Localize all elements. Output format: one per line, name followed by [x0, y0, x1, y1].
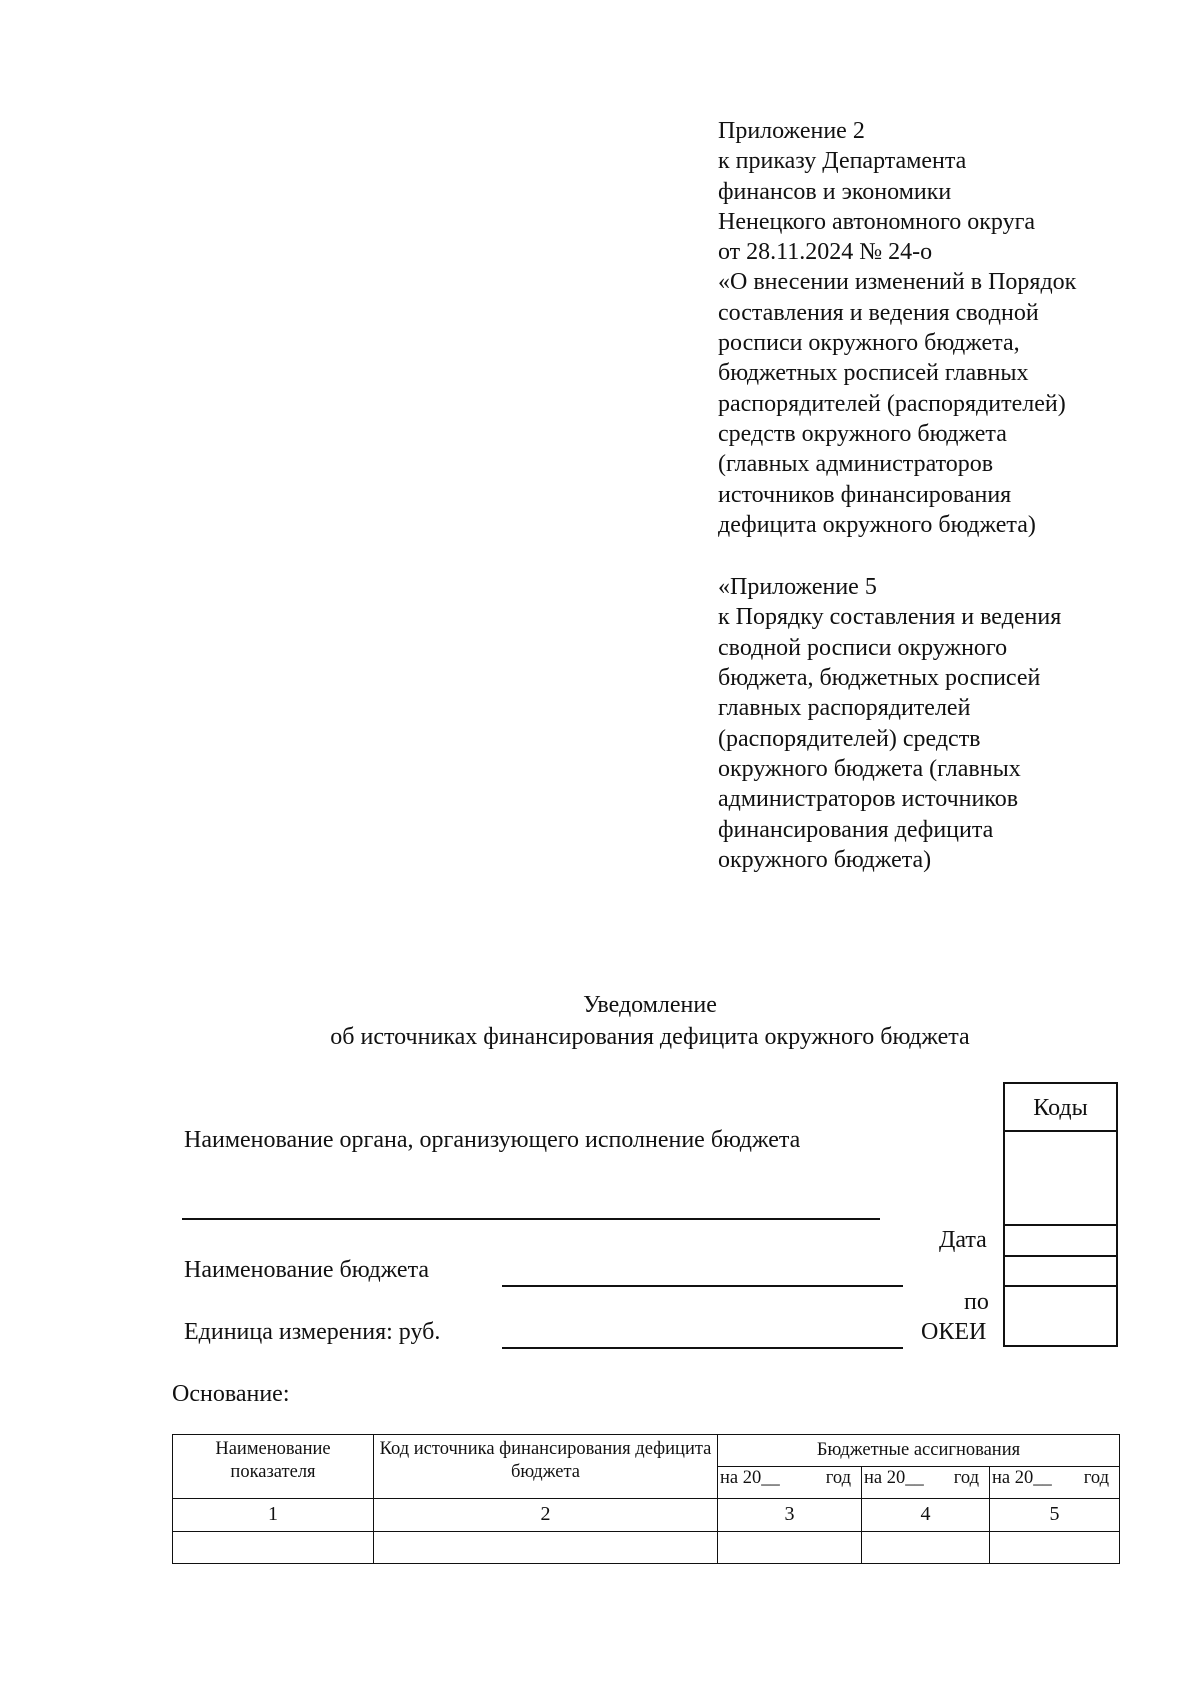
- table-cell[interactable]: [718, 1532, 862, 1564]
- codes-divider: [1005, 1255, 1116, 1257]
- col-header-assignments: Бюджетные ассигнования: [718, 1435, 1120, 1467]
- col-header-year-3: [990, 1467, 1120, 1499]
- year-prefix: на 20__: [992, 1468, 1052, 1488]
- column-number: 3: [718, 1499, 862, 1532]
- year-suffix: год: [1083, 1468, 1110, 1488]
- annex-line: бюджетных росписей главных: [718, 360, 1029, 387]
- po-label: по: [964, 1289, 989, 1315]
- table-cell[interactable]: [374, 1532, 718, 1564]
- annex-line: администраторов источников: [718, 786, 1019, 813]
- year-prefix: на 20__: [720, 1468, 780, 1488]
- year-suffix: год: [953, 1468, 979, 1488]
- table-cell[interactable]: [173, 1532, 374, 1564]
- annex-line: «Приложение 5: [718, 574, 877, 601]
- basis-label: Основание:: [172, 1381, 290, 1407]
- codes-divider: [1005, 1130, 1116, 1132]
- budget-name-line[interactable]: [502, 1285, 903, 1287]
- codes-box: [1003, 1082, 1118, 1347]
- annex-gap: [718, 540, 1158, 572]
- annex-line: окружного бюджета): [718, 846, 932, 873]
- annex-line: распорядителей (распорядителей): [718, 390, 1066, 417]
- org-name-label: Наименование органа, организующего исполнение бюджета: [184, 1127, 801, 1153]
- annex-header: [718, 116, 1158, 875]
- document-title: Уведомление: [583, 992, 717, 1018]
- column-number: 4: [862, 1499, 990, 1532]
- year-prefix: на 20__: [864, 1468, 924, 1488]
- table-row: [173, 1532, 1120, 1564]
- assignments-table: [172, 1434, 1120, 1564]
- annex-line: «О внесении изменений в Порядок: [718, 269, 1077, 296]
- annex-line: финансирования дефицита: [718, 816, 994, 843]
- annex-line: источников финансирования: [718, 481, 1012, 508]
- date-label: Дата: [939, 1227, 987, 1253]
- unit-label: Единица измерения: руб.: [184, 1319, 441, 1345]
- col-header-year-1: [718, 1467, 862, 1499]
- annex-line: (главных администраторов: [718, 451, 994, 478]
- table-header-row: [173, 1435, 1120, 1467]
- annex-line: к Порядку составления и ведения: [718, 604, 1062, 631]
- codes-divider: [1005, 1285, 1116, 1287]
- col-header-indicator: Наименование показателя: [173, 1435, 374, 1499]
- annex-block-2: [718, 572, 1158, 875]
- column-number: 2: [374, 1499, 718, 1532]
- unit-line[interactable]: [502, 1347, 903, 1349]
- annex-line: главных распорядителей: [718, 695, 971, 722]
- codes-divider: [1005, 1224, 1116, 1226]
- annex-line: (распорядителей) средств: [718, 725, 981, 752]
- column-number: 5: [990, 1499, 1120, 1532]
- table-cell[interactable]: [990, 1532, 1120, 1564]
- annex-line: дефицита окружного бюджета): [718, 511, 1036, 538]
- annex-line: финансов и экономики: [718, 178, 952, 205]
- annex-line: Ненецкого автономного округа: [718, 208, 1036, 235]
- annex-line: от 28.11.2024 № 24-о: [718, 239, 933, 266]
- codes-label: Коды: [1033, 1095, 1088, 1121]
- column-number: 1: [173, 1499, 374, 1532]
- annex-block-1: [718, 116, 1158, 540]
- year-suffix: год: [825, 1468, 851, 1488]
- annex-line: составления и ведения сводной: [718, 299, 1039, 326]
- annex-line: росписи окружного бюджета,: [718, 330, 1020, 357]
- annex-line: средств окружного бюджета: [718, 420, 1007, 447]
- table-cell[interactable]: [862, 1532, 990, 1564]
- col-header-source-code: Код источника финансирования дефицита бюджета: [374, 1435, 718, 1499]
- document-subtitle: об источниках финансирования дефицита окружного бюджета: [330, 1024, 970, 1050]
- annex-line: к приказу Департамента: [718, 148, 967, 175]
- col-header-year-2: [862, 1467, 990, 1499]
- okei-label: ОКЕИ: [921, 1319, 987, 1345]
- annex-line: бюджета, бюджетных росписей: [718, 665, 1041, 692]
- org-name-line[interactable]: [182, 1218, 880, 1220]
- annex-line: окружного бюджета (главных: [718, 755, 1021, 782]
- budget-name-label: Наименование бюджета: [184, 1257, 430, 1283]
- annex-line: Приложение 2: [718, 118, 865, 144]
- table-number-row: [173, 1499, 1120, 1532]
- annex-line: сводной росписи окружного: [718, 634, 1008, 661]
